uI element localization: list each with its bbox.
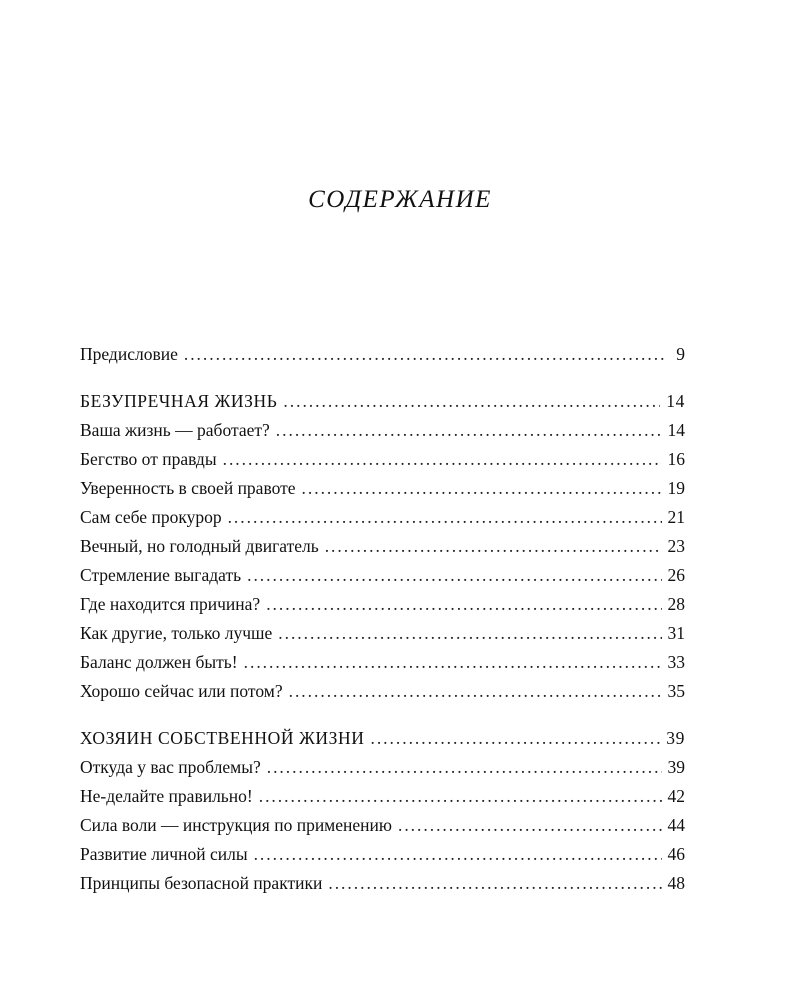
toc-section-label: ХОЗЯИН СОБСТВЕННОЙ ЖИЗНИ <box>80 728 365 748</box>
toc-entry-label: Развитие личной силы <box>80 844 248 864</box>
toc-entry-label: Сам себе прокурор <box>80 507 222 527</box>
dot-leader <box>302 474 662 503</box>
toc-entry-label: Бегство от правды <box>80 449 217 469</box>
toc-entry-page: 39 <box>667 757 685 777</box>
dot-leader <box>244 648 662 677</box>
toc-entry-label: Сила воли — инструкция по применению <box>80 815 392 835</box>
toc-entry[interactable] <box>80 416 685 445</box>
toc-entry-page: 31 <box>667 623 685 643</box>
dot-leader <box>223 445 662 474</box>
toc-entry-label: Принципы безопасной практики <box>80 873 323 893</box>
toc-entry-label: Предисловие <box>80 344 178 364</box>
toc-entry-page: 19 <box>667 478 685 498</box>
toc-entry-label: Стремление выгадать <box>80 565 242 585</box>
toc-entry[interactable] <box>80 782 685 811</box>
toc-entry-preface[interactable] <box>80 340 685 369</box>
toc-entry-page: 44 <box>667 815 685 835</box>
toc-entry[interactable] <box>80 753 685 782</box>
toc-entry-page: 26 <box>667 565 685 585</box>
dot-leader <box>259 782 662 811</box>
toc-entry[interactable] <box>80 590 685 619</box>
dot-leader <box>184 340 665 369</box>
toc-entry-label: Ваша жизнь — работает? <box>80 420 270 440</box>
toc-entry-page: 39 <box>666 728 685 748</box>
toc-entry[interactable] <box>80 619 685 648</box>
dot-leader <box>325 532 662 561</box>
toc-entry[interactable] <box>80 503 685 532</box>
toc-entry[interactable] <box>80 811 685 840</box>
dot-leader <box>278 619 661 648</box>
toc-entry-page: 14 <box>666 391 685 411</box>
dot-leader <box>266 590 661 619</box>
toc-section-heading[interactable] <box>80 387 685 416</box>
toc-entry-label: Баланс должен быть! <box>80 652 238 672</box>
toc-entry-label: Уверенность в своей правоте <box>80 478 296 498</box>
toc-entry-label: Как другие, только лучше <box>80 623 273 643</box>
dot-leader <box>283 387 660 416</box>
dot-leader <box>328 869 661 898</box>
dot-leader <box>289 677 662 706</box>
toc-entry-page: 35 <box>667 681 685 701</box>
toc-entry[interactable] <box>80 677 685 706</box>
toc-entry-page: 16 <box>667 449 685 469</box>
dot-leader <box>247 561 661 590</box>
dot-leader <box>370 724 660 753</box>
dot-leader <box>228 503 662 532</box>
toc-entry[interactable] <box>80 445 685 474</box>
toc-entry-page: 9 <box>676 344 685 364</box>
toc-entry-page: 42 <box>667 786 685 806</box>
toc-entry-label: Не-делайте правильно! <box>80 786 253 806</box>
toc-entry-label: Где находится причина? <box>80 594 261 614</box>
toc-entry-page: 28 <box>667 594 685 614</box>
dot-leader <box>398 811 662 840</box>
toc-entry-page: 46 <box>667 844 685 864</box>
toc-entry-page: 33 <box>667 652 685 672</box>
dot-leader <box>254 840 662 869</box>
section-gap <box>80 369 685 387</box>
toc-entry[interactable] <box>80 474 685 503</box>
dot-leader <box>267 753 662 782</box>
toc-entry[interactable] <box>80 561 685 590</box>
toc-entry[interactable] <box>80 840 685 869</box>
toc-entry-page: 48 <box>667 873 685 893</box>
toc-entry-page: 14 <box>667 420 685 440</box>
toc-section-label: БЕЗУПРЕЧНАЯ ЖИЗНЬ <box>80 391 278 411</box>
toc-entry-page: 23 <box>667 536 685 556</box>
section-gap <box>80 706 685 724</box>
table-of-contents <box>80 340 685 898</box>
toc-entry-label: Хорошо сейчас или потом? <box>80 681 283 701</box>
toc-entry[interactable] <box>80 648 685 677</box>
dot-leader <box>276 416 662 445</box>
toc-entry-page: 21 <box>667 507 685 527</box>
toc-section-heading[interactable] <box>80 724 685 753</box>
toc-entry[interactable] <box>80 869 685 898</box>
toc-entry-label: Вечный, но голодный двигатель <box>80 536 319 556</box>
toc-entry-label: Откуда у вас проблемы? <box>80 757 261 777</box>
toc-entry[interactable] <box>80 532 685 561</box>
page-title: СОДЕРЖАНИЕ <box>308 186 492 213</box>
